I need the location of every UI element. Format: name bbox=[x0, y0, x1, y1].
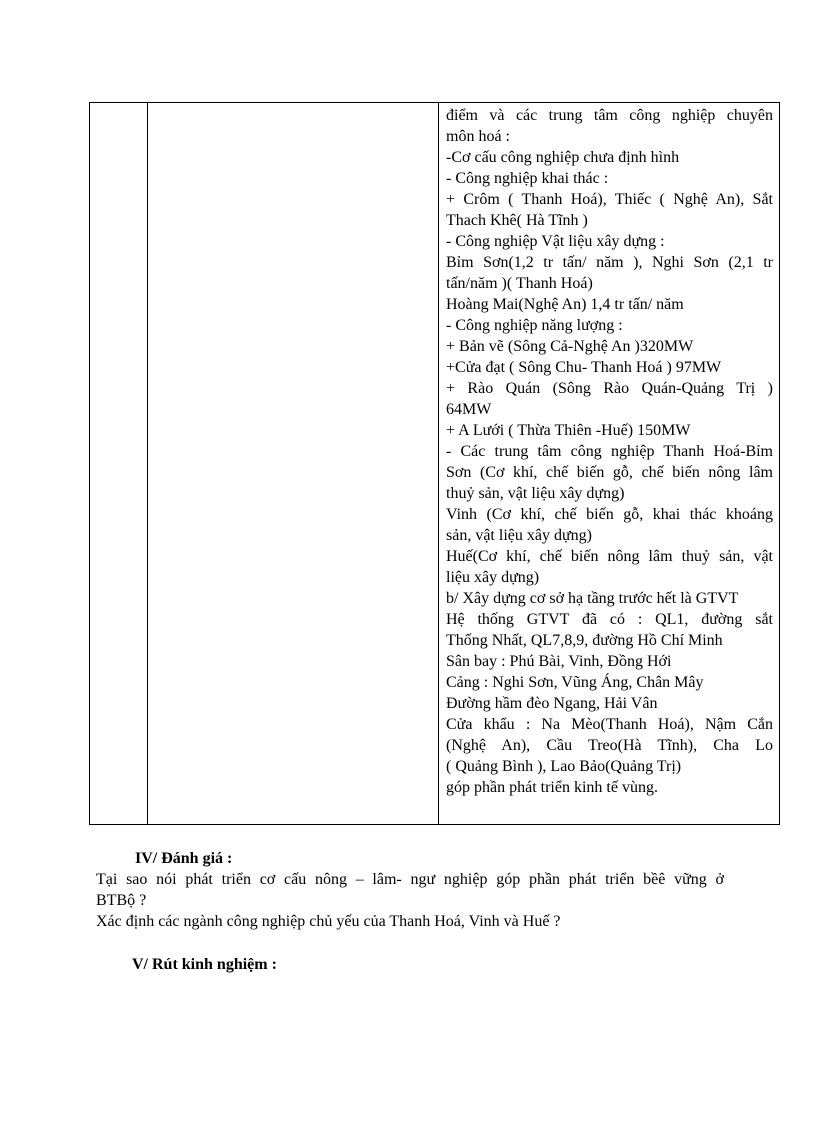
evaluation-heading: IV/ Đánh giá : bbox=[135, 850, 233, 867]
content-line: b/ Xây dựng cơ sở hạ tầng trước hết là GTVT bbox=[446, 590, 739, 607]
content-line: Sân bay : Phú Bài, Vinh, Đồng Hới bbox=[446, 653, 672, 670]
content-line: + A Lưới ( Thừa Thiên -Huế) 150MW bbox=[446, 422, 691, 439]
content-line: - Công nghiệp Vật liệu xây dựng : bbox=[446, 233, 665, 250]
content-line: Huế(Cơ khí, chế biến nông lâm thuỷ sản, vật bbox=[446, 548, 773, 565]
table-row bbox=[90, 103, 780, 825]
content-line: + Bản vẽ (Sông Cả-Nghệ An )320MW bbox=[446, 338, 694, 355]
content-line: ( Quảng Bình ), Lao Bảo(Quảng Trị) bbox=[446, 758, 682, 775]
content-line: môn hoá : bbox=[446, 128, 510, 145]
content-line: Cảng : Nghi Sơn, Vũng Áng, Chân Mây bbox=[446, 674, 704, 691]
content-line: - Công nghiệp năng lượng : bbox=[446, 317, 623, 334]
table-cell-activity bbox=[148, 103, 439, 825]
content-line: góp phần phát triển kinh tế vùng. bbox=[446, 779, 658, 796]
content-line: +Cửa đạt ( Sông Chu- Thanh Hoá ) 97MW bbox=[446, 359, 722, 376]
evaluation-question-2: Xác định các ngành công nghiệp chủ yếu của Thanh Hoá, Vinh và Huế ? bbox=[96, 913, 561, 930]
content-text-block bbox=[439, 103, 779, 798]
evaluation-question-1-line-2: BTBộ ? bbox=[96, 892, 147, 909]
content-line: Cửa khẩu : Na Mèo(Thanh Hoá), Nậm Cắn bbox=[446, 716, 773, 733]
content-line: + Rào Quán (Sông Rào Quán-Quảng Trị ) bbox=[446, 380, 773, 397]
content-line: (Nghệ An), Cầu Treo(Hà Tĩnh), Cha Lo bbox=[446, 737, 773, 754]
table-cell-number bbox=[90, 103, 148, 825]
content-line: Thach Khê( Hà Tĩnh ) bbox=[446, 212, 588, 229]
content-line: - Công nghiệp khai thác : bbox=[446, 170, 609, 187]
content-line: tấn/năm )( Thanh Hoá) bbox=[446, 275, 593, 292]
content-line: Sơn (Cơ khí, chế biến gỗ, chế biến nông lâm bbox=[446, 464, 773, 481]
content-line: Đường hầm đèo Ngang, Hải Vân bbox=[446, 695, 658, 712]
content-line: 64MW bbox=[446, 401, 492, 418]
table-cell-content bbox=[439, 103, 780, 825]
experience-heading: V/ Rút kinh nghiệm : bbox=[132, 956, 277, 973]
content-line: liệu xây dựng) bbox=[446, 569, 540, 586]
content-line: thuỷ sản, vật liệu xây dựng) bbox=[446, 485, 625, 502]
content-line: điểm và các trung tâm công nghiệp chuyên bbox=[446, 107, 773, 124]
content-line: Hệ thống GTVT đã có : QL1, đường sắt bbox=[446, 611, 773, 628]
content-line: Thống Nhất, QL7,8,9, đường Hồ Chí Minh bbox=[446, 632, 723, 649]
content-line: + Crôm ( Thanh Hoá), Thiếc ( Nghệ An), Sắt bbox=[446, 191, 773, 208]
evaluation-question-1-line-1: Tại sao nói phát triển cơ cấu nông – lâm- ngư nghiệp góp phần phát triển bềê vững ở bbox=[96, 871, 724, 888]
lesson-table bbox=[89, 102, 780, 825]
content-line: Bỉm Sơn(1,2 tr tấn/ năm ), Nghi Sơn (2,1 tr bbox=[446, 254, 773, 271]
content-line: Hoàng Mai(Nghệ An) 1,4 tr tấn/ năm bbox=[446, 296, 684, 313]
content-line: sản, vật liệu xây dựng) bbox=[446, 527, 592, 544]
content-line: -Cơ cấu công nghiệp chưa định hình bbox=[446, 149, 680, 166]
content-line: Vinh (Cơ khí, chế biến gỗ, khai thác khoáng bbox=[446, 506, 773, 523]
content-line: - Các trung tâm công nghiệp Thanh Hoá-Bỉm bbox=[446, 443, 773, 460]
